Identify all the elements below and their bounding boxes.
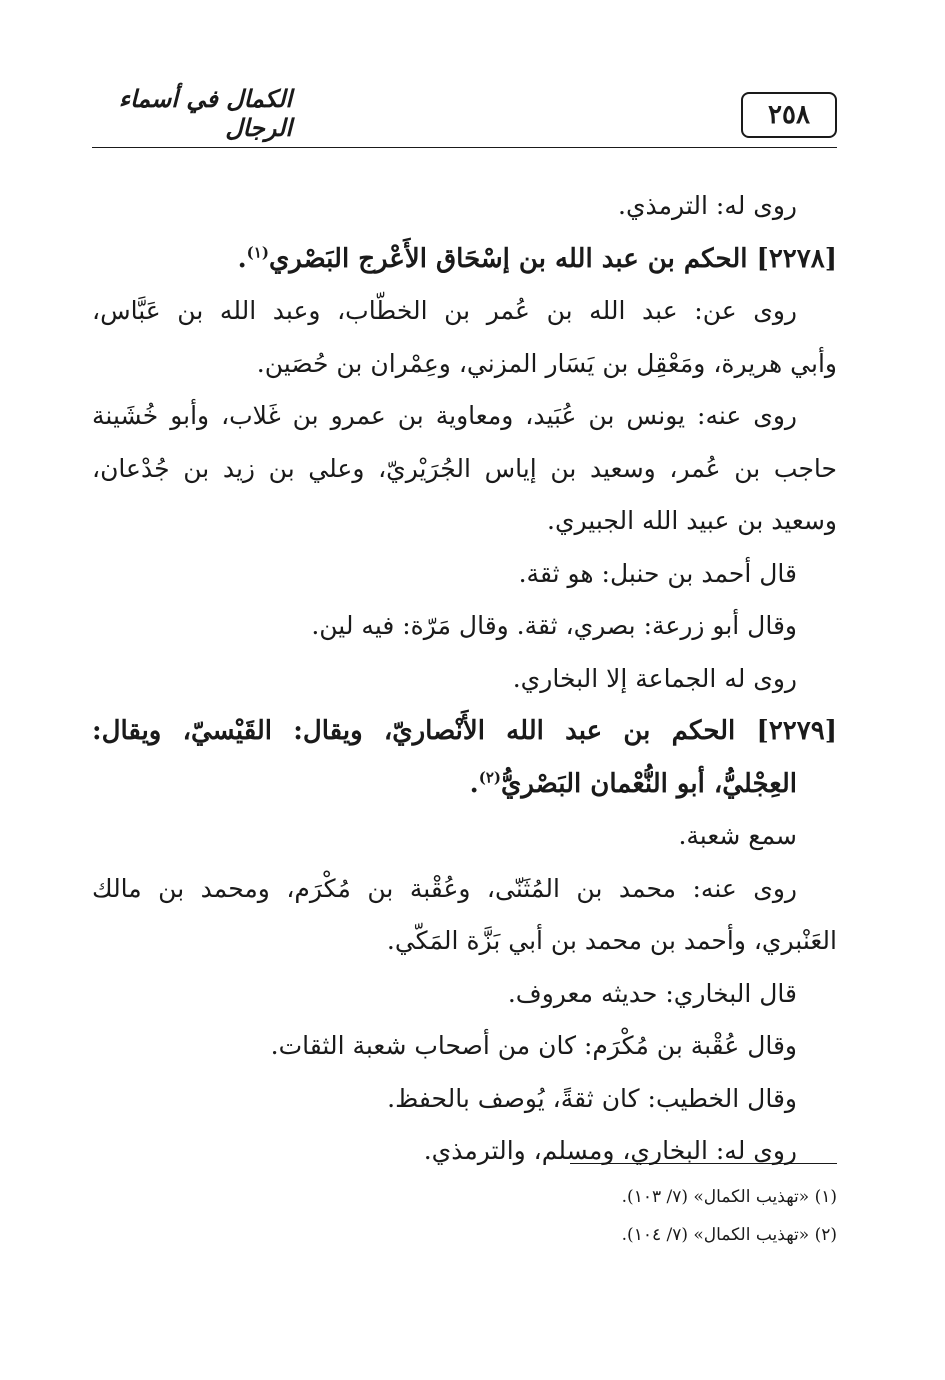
narrators-line: روى له: الترمذي. — [618, 191, 797, 220]
text-line: روى عنه: يونس بن عُبَيد، ومعاوية بن عمرو بن غَلاب، وأبو خُشَينة — [92, 401, 797, 430]
text-line: وأبي هريرة، ومَعْقِل بن يَسَار المزني، وعِمْران بن حُصَين. — [256, 348, 837, 378]
text-line: حاجب بن عُمر، وسعيد بن إياس الجُرَيْريّ، وعلي بن زيد بن جُدْعان، — [92, 453, 837, 483]
text-line: روى له: البخاري، ومسلم، والترمذي. — [423, 1136, 797, 1165]
text-line: وقال عُقْبة بن مُكْرَم: كان من أصحاب شعبة الثقات. — [270, 1031, 797, 1060]
text-line: روى عن: عبد الله بن عُمر بن الخطّاب، وعبد الله بن عَبَّاس، — [92, 296, 797, 325]
footnote: (٢) «تهذيب الكمال» (٧/ ١٠٤). — [621, 1225, 837, 1245]
text-line: قال أحمد بن حنبل: هو ثقة. — [518, 558, 797, 588]
text-line: روى عنه: محمد بن المُثَنّى، وعُقْبة بن مُكْرَم، ومحمد بن مالك — [92, 873, 797, 903]
footnote-ref: (١) — [246, 242, 269, 261]
book-title: الكمال في أسماء الرجال — [118, 84, 292, 142]
entry-title-2278 — [92, 233, 837, 286]
footnotes — [92, 1178, 837, 1254]
text-line: سمع شعبة. — [678, 821, 797, 850]
footnote: (١) «تهذيب الكمال» (٧/ ١٠٣). — [621, 1187, 837, 1207]
footnote-rule — [570, 1163, 837, 1164]
page-header — [92, 78, 837, 148]
entry-title-text: [٢٢٧٨] الحكم بن عبد الله بن إسْحَاق الأَعْرج البَصْري — [268, 243, 837, 274]
header-rule — [92, 147, 837, 148]
page-number: ٢٥٨ — [741, 92, 837, 138]
title-end: . — [237, 243, 247, 274]
text-line: وسعيد بن عبيد الله الجبيري. — [547, 506, 837, 535]
text-line: روى له الجماعة إلا البخاري. — [512, 663, 797, 693]
entry-title-text: العِجْليُّ، أبو النُّعْمان البَصْريُّ — [500, 768, 797, 799]
text-line: وقال الخطيب: كان ثقةً، يُوصف بالحفظ. — [387, 1083, 797, 1113]
text-line: وقال أبو زرعة: بصري، ثقة. وقال مَرّة: فيه لين. — [311, 611, 797, 640]
text-line: العَنْبري، وأحمد بن محمد بن أبي بَزَّة المَكّي. — [386, 926, 837, 955]
footnote-ref: (٢) — [478, 767, 501, 786]
entry-title-2279-cont — [92, 758, 837, 811]
text-line: قال البخاري: حديثه معروف. — [507, 978, 797, 1008]
main-text — [92, 180, 837, 1178]
entry-title-2279: [٢٢٧٩] الحكم بن عبد الله الأَنْصاريّ، ويقال: القَيْسيّ، ويقال: — [92, 716, 837, 746]
title-end: . — [469, 768, 479, 799]
